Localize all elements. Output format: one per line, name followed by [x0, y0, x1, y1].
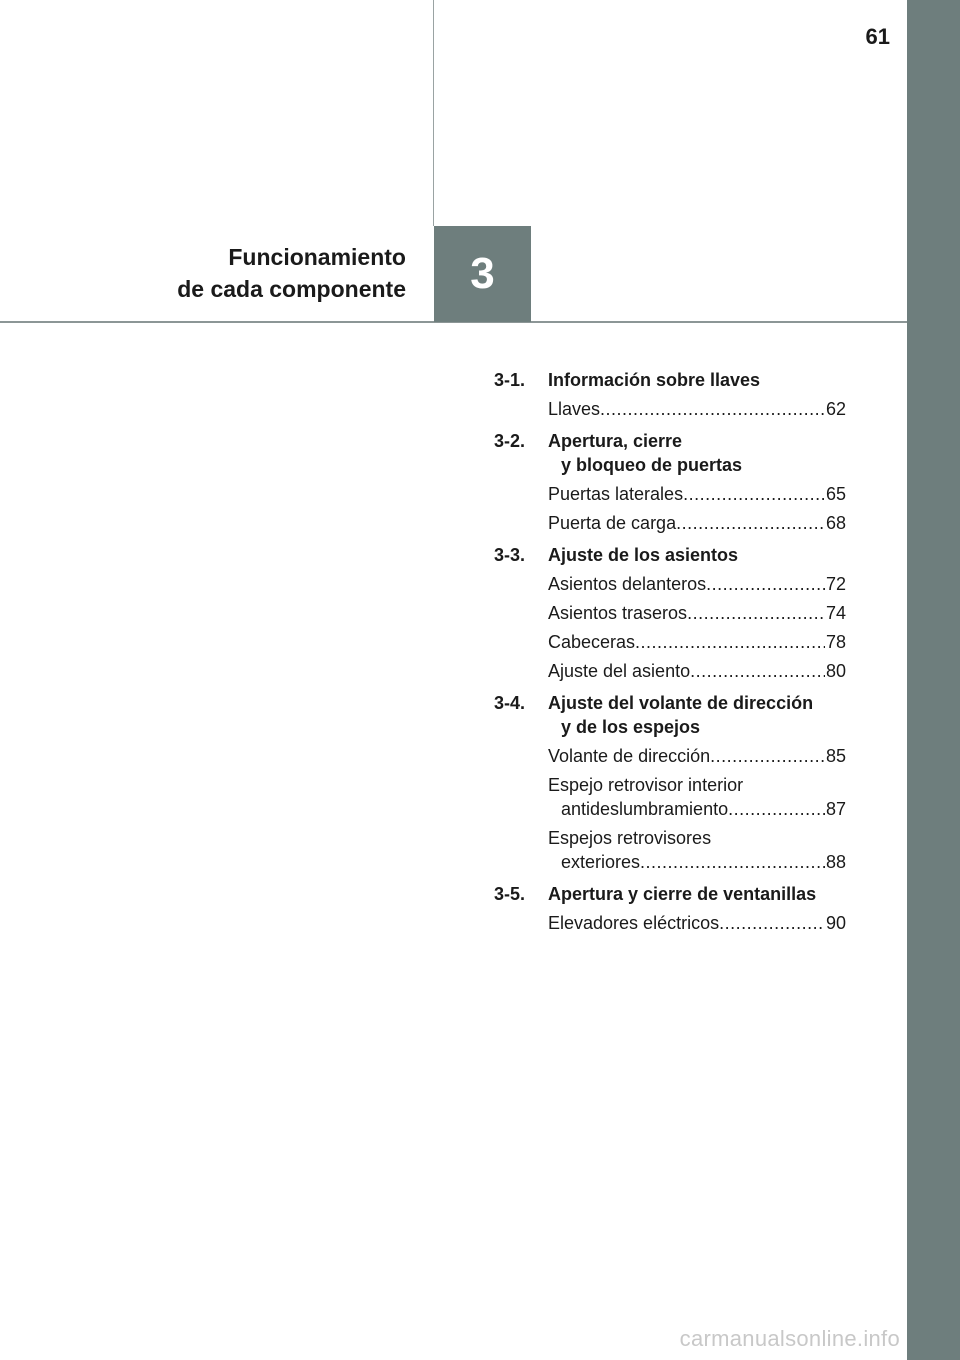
entry-page-number: 80	[825, 661, 846, 681]
entry-label: Cabeceras	[548, 632, 636, 652]
entry-row	[548, 482, 846, 506]
entry-label: Puerta de carga	[548, 513, 677, 533]
entry-row	[548, 397, 846, 421]
vertical-divider	[433, 0, 434, 226]
watermark: carmanualsonline.info	[679, 1326, 900, 1351]
section-title	[548, 691, 846, 739]
section-number: 3-4.	[494, 693, 526, 713]
dot-leader	[640, 850, 825, 874]
entry-page-number: 68	[825, 513, 846, 533]
entry-label: antideslumbramiento	[561, 799, 729, 819]
toc-section	[494, 543, 846, 683]
entry-row	[548, 630, 846, 654]
entry-page-number: 85	[825, 746, 846, 766]
entry-page-number: 65	[825, 484, 846, 504]
entry-row	[548, 601, 846, 625]
section-title	[548, 429, 846, 477]
entry-row	[548, 797, 846, 821]
section-title-line: Información sobre llaves	[548, 370, 761, 390]
section-title-line: Apertura, cierre	[548, 431, 683, 451]
dot-leader	[676, 511, 825, 535]
dot-leader	[687, 601, 825, 625]
entry-label: Llaves	[548, 399, 601, 419]
toc-entry[interactable]	[548, 601, 846, 625]
dot-leader	[690, 659, 825, 683]
dot-leader	[719, 911, 825, 935]
chapter-number-box: 3	[434, 226, 531, 322]
section-number: 3-5.	[494, 884, 526, 904]
section-number: 3-1.	[494, 370, 526, 390]
entry-label: Asientos traseros	[548, 603, 688, 623]
entry-row	[548, 659, 846, 683]
page-number: 61	[865, 24, 890, 49]
dot-leader	[635, 630, 825, 654]
toc-section	[494, 368, 846, 421]
toc-entry[interactable]	[548, 482, 846, 506]
section-title-line: Ajuste del volante de dirección	[548, 693, 814, 713]
dot-leader	[710, 744, 825, 768]
section-title	[548, 368, 846, 392]
chapter-title-line1: Funcionamiento	[228, 244, 406, 270]
dot-leader	[683, 482, 825, 506]
toc-entry[interactable]	[548, 397, 846, 421]
entry-row	[548, 850, 846, 874]
entry-page-number: 72	[825, 574, 846, 594]
entry-label: Volante de dirección	[548, 746, 711, 766]
toc-entry[interactable]	[548, 773, 846, 821]
entry-label: exteriores	[561, 852, 641, 872]
entry-label: Espejos retrovisores	[548, 828, 712, 848]
section-title	[548, 882, 846, 906]
entry-page-number: 78	[825, 632, 846, 652]
entry-label: Elevadores eléctricos	[548, 913, 720, 933]
section-number: 3-2.	[494, 431, 526, 451]
dot-leader	[728, 797, 825, 821]
chapter-title	[60, 241, 406, 305]
chapter-title-line2: de cada componente	[177, 276, 406, 302]
section-number: 3-3.	[494, 545, 526, 565]
section-title	[548, 543, 846, 567]
chapter-side-tab	[907, 0, 960, 1360]
entry-label: Asientos delanteros	[548, 574, 707, 594]
toc-section	[494, 429, 846, 535]
dot-leader	[706, 572, 825, 596]
dot-leader	[600, 397, 825, 421]
entry-page-number: 74	[825, 603, 846, 623]
entry-label: Puertas laterales	[548, 484, 684, 504]
toc-entry[interactable]	[548, 911, 846, 935]
section-title-line: y bloqueo de puertas	[561, 455, 743, 475]
section-title-line: y de los espejos	[561, 717, 701, 737]
entry-page-number: 87	[825, 799, 846, 819]
toc-entry[interactable]	[548, 630, 846, 654]
entry-page-number: 88	[825, 852, 846, 872]
toc-entry[interactable]	[548, 826, 846, 874]
entry-row	[548, 911, 846, 935]
toc-entry[interactable]	[548, 744, 846, 768]
entry-row	[548, 511, 846, 535]
toc-section	[494, 691, 846, 874]
toc-entry[interactable]	[548, 572, 846, 596]
table-of-contents	[494, 368, 846, 935]
section-title-line: Apertura y cierre de ventanillas	[548, 884, 817, 904]
entry-page-number: 90	[825, 913, 846, 933]
entry-page-number: 62	[825, 399, 846, 419]
section-title-line: Ajuste de los asientos	[548, 545, 739, 565]
toc-section	[494, 882, 846, 935]
toc-entry[interactable]	[548, 659, 846, 683]
entry-row	[548, 744, 846, 768]
entry-label: Ajuste del asiento	[548, 661, 691, 681]
entry-row	[548, 572, 846, 596]
toc-entry[interactable]	[548, 511, 846, 535]
entry-label: Espejo retrovisor interior	[548, 775, 744, 795]
